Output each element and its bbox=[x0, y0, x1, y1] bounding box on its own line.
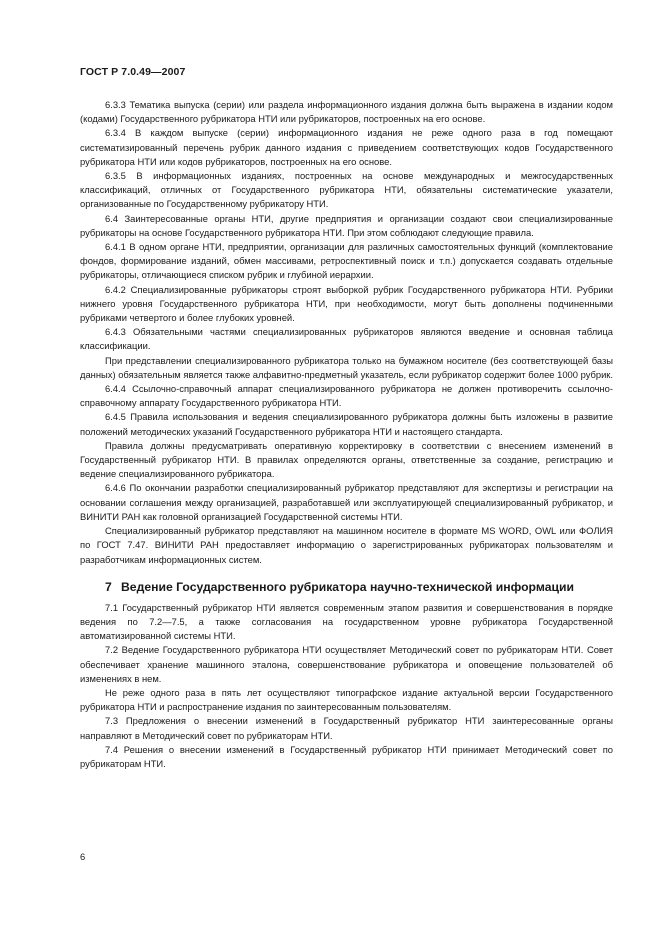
section-7-body bbox=[80, 601, 613, 771]
paragraph: 6.4 Заинтересованные органы НТИ, другие предприятия и организации создают свои специализированные рубрикаторы на основе Государственного рубрикатора НТИ. При этом соблюдают следующие правила. bbox=[80, 212, 613, 238]
paragraph: 6.4.5 Правила использования и ведения специализированного рубрикатора должны быть изложены в развитие положений методических указаний Государственного рубрикатора НТИ и настоящего стандарта. bbox=[80, 411, 613, 437]
paragraph: 6.4.3 Обязательными частями специализированных рубрикаторов являются введение и основная таблица классификации. bbox=[80, 326, 613, 352]
page-body bbox=[80, 98, 613, 771]
paragraph: Не реже одного раза в пять лет осуществляют типографское издание актуальной версии Государственного рубрикатора НТИ и распространение издания по заинтересованным пользователям. bbox=[80, 686, 613, 713]
paragraph: Специализированный рубрикатор представляют на машинном носителе в формате MS WORD, OWL или ФОЛИЯ по ГОСТ 7.47. ВИНИТИ РАН предоставляет информацию о зарегистрированных рубрикаторах пользователям и разработчикам информационных систем. bbox=[80, 525, 613, 565]
section-6-continued bbox=[80, 98, 613, 567]
paragraph: Правила должны предусматривать оперативную корректировку в соответствии с внесением изменений в Государственный рубрикатор НТИ. В правилах определяются органы, ответственные за создание, регистрацию и ведение специализированного рубрикатора. bbox=[80, 439, 613, 480]
paragraph: 7.3 Предложения о внесении изменений в Государственный рубрикатор НТИ заинтересованные органы направляют в Методический совет по рубрикаторам НТИ. bbox=[80, 715, 613, 741]
paragraph: 6.3.4 В каждом выпуске (серии) информационного издания не реже одного раза в год помещают систематизированный перечень рубрик данного издания с приведением соответствующих кодов Государственного рубрикатора НТИ или кодов рубрикаторов, построенных на его основе. bbox=[80, 127, 613, 167]
paragraph: 6.4.2 Специализированные рубрикаторы строят выборкой рубрик Государственного рубрикатора НТИ. Рубрики нижнего уровня Государственного рубрикатора НТИ, при необходимости, могут быть дополнены подчиненными рубриками четвертого и более глубоких уровней. bbox=[80, 283, 613, 324]
paragraph: 6.3.5 В информационных изданиях, построенных на основе международных и межгосударственных классификаций, отличных от Государственного рубрикатора НТИ, обязательны систематические указатели, организованные по Государственному рубрикатору НТИ. bbox=[80, 170, 613, 210]
paragraph: 6.4.4 Ссылочно-справочный аппарат специализированного рубрикатора не должен противоречить ссылочно-справочному аппарату Государственного рубрикатора НТИ. bbox=[80, 383, 613, 409]
paragraph: 6.4.1 В одном органе НТИ, предприятии, организации для различных самостоятельных функций (комплектование фондов, формирование изданий, обмен массивами, ретроспективный поиск и т.п.) допускается создавать отдельные рубрикаторы, отличающиеся списком рубрик и глубиной иерархии. bbox=[80, 241, 613, 281]
paragraph: 7.2 Ведение Государственного рубрикатора НТИ осуществляет Методический совет по рубрикаторам НТИ. Совет обеспечивает хранение машинного эталона, совершенствование рубрикатора и оповещение пользователей об изменениях в нем. bbox=[80, 644, 613, 684]
paragraph: 6.4.6 По окончании разработки специализированный рубрикатор представляют для экспертизы и регистрации на основании соглашения между организацией, разработавшей или эксплуатирующей специализированный рубрикатор, и ВИНИТИ РАН как головной организацией Государственной системы НТИ. bbox=[80, 482, 613, 522]
paragraph: 7.1 Государственный рубрикатор НТИ является современным этапом развития и совершенствования в порядке ведения по 7.2—7.5, а также согласования на государственном уровне рубрикатора Государственной автоматизированной системы НТИ. bbox=[80, 601, 613, 642]
section-number: 7 bbox=[105, 579, 112, 594]
document-header: ГОСТ Р 7.0.49—2007 bbox=[80, 66, 186, 78]
paragraph: 6.3.3 Тематика выпуска (серии) или раздела информационного издания должна быть выражена в издании кодом (кодами) Государственного рубрикатора НТИ или рубрикаторов, построенных на его основе. bbox=[80, 99, 613, 125]
section-title: Ведение Государственного рубрикатора научно-технической информации bbox=[121, 579, 574, 594]
paragraph: При представлении специализированного рубрикатора только на бумажном носителе (без соответствующей базы данных) обязательным является также алфавитно-предметный указатель, если рубрикатор содержит более 1000 рубрик. bbox=[80, 354, 614, 380]
page-number: 6 bbox=[80, 851, 86, 862]
paragraph: 7.4 Решения о внесении изменений в Государственный рубрикатор НТИ принимает Методический совет по рубрикаторам НТИ. bbox=[80, 743, 613, 769]
section-heading bbox=[105, 579, 613, 595]
